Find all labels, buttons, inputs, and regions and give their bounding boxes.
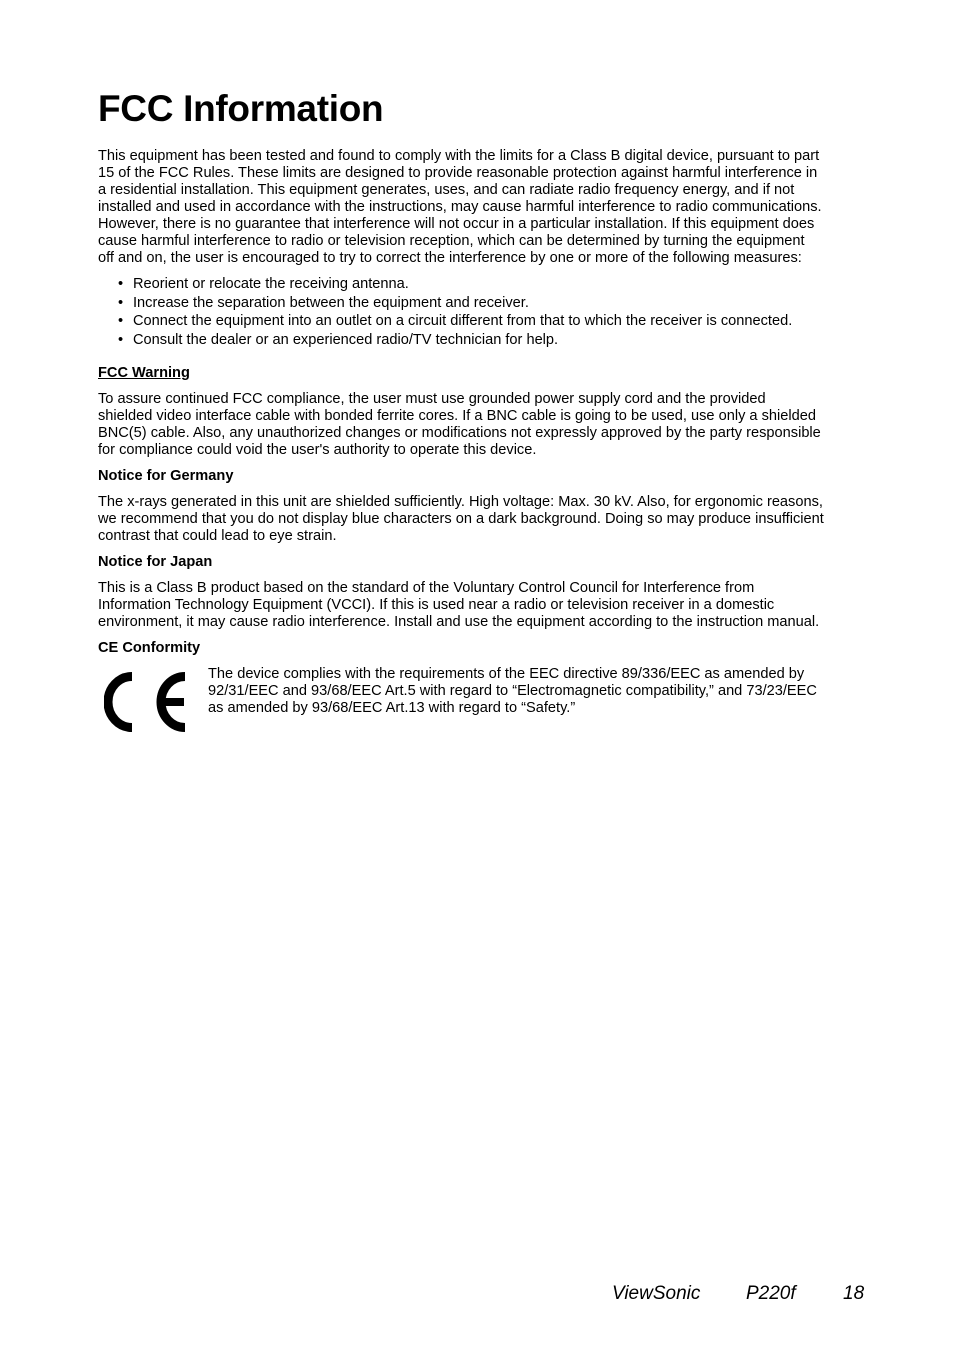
list-item-text: Reorient or relocate the receiving antenna. bbox=[133, 276, 409, 292]
fcc-warning-text: To assure continued FCC compliance, the user must use grounded power supply cord and the provided shielded video interface cable with bonded ferrite cores. If a BNC cable is going to be used, use only a shielded BNC(5) cable. Also, any unauthorized changes or modifications not expressly approved by the party responsible for compliance could void the user's authority to operate this device. bbox=[98, 390, 821, 458]
list-item bbox=[98, 332, 824, 349]
bullet-icon: • bbox=[118, 276, 124, 292]
germany-notice-heading: Notice for Germany bbox=[98, 467, 234, 484]
ce-conformity-block bbox=[98, 666, 824, 736]
fcc-warning-heading: FCC Warning bbox=[98, 364, 190, 381]
bullet-icon: • bbox=[118, 313, 124, 330]
page-footer bbox=[0, 1283, 954, 1305]
page-title: FCC Information bbox=[98, 88, 384, 129]
list-item bbox=[98, 313, 824, 330]
bullet-icon: • bbox=[118, 294, 124, 311]
list-item-text: Consult the dealer or an experienced radio/TV technician for help. bbox=[133, 331, 559, 348]
list-item-text: Increase the separation between the equipment and receiver. bbox=[133, 294, 529, 311]
page-number: 18 bbox=[843, 1283, 865, 1304]
ce-mark-icon bbox=[104, 672, 190, 732]
list-item bbox=[98, 295, 824, 312]
list-item-text: Connect the equipment into an outlet on a circuit different from that to which the receiver is connected. bbox=[133, 313, 793, 330]
content-body bbox=[98, 148, 824, 736]
japan-notice-text: This is a Class B product based on the standard of the Voluntary Control Council for Interference from Information Technology Equipment (VCCI). If this is used near a radio or television receiver in a domestic environment, it may cause radio interference. Install and use the equipment according to the instruction manual. bbox=[98, 579, 820, 630]
footer-model: P220f bbox=[746, 1283, 796, 1304]
ce-conformity-heading: CE Conformity bbox=[98, 639, 201, 656]
footer-brand: ViewSonic bbox=[612, 1283, 701, 1304]
ce-conformity-text: The device complies with the requirements of the EEC directive 89/336/EEC as amended by 92/31/EEC and 93/68/EEC Art.5 with regard to “Electromagnetic compatibility,” and 73/23/EEC as amended by 93/68/EEC Art.13 with regard to “Safety.” bbox=[208, 665, 817, 716]
list-item bbox=[98, 276, 824, 293]
germany-notice-text: The x-rays generated in this unit are shielded sufficiently. High voltage: Max. 30 kV. Also, for ergonomic reasons, we recommend that you do not display blue characters on a dark background. Doing so may produce insufficient contrast that could lead to eye strain. bbox=[98, 493, 824, 544]
bullet-icon: • bbox=[118, 331, 124, 348]
japan-notice-heading: Notice for Japan bbox=[98, 553, 213, 570]
intro-paragraph: This equipment has been tested and found to comply with the limits for a Class B digital device, pursuant to part 15 of the FCC Rules. These limits are designed to provide reasonable protection against harmful interference in a residential installation. This equipment generates, uses, and can radiate radio frequency energy, and if not installed and used in accordance with the instructions, may cause harmful interference to radio communications. However, there is no guarantee that interference will not occur in a particular installation. If this equipment does cause harmful interference to radio or television reception, which can be determined by turning the equipment off and on, the user is encouraged to try to correct the interference by one or more of the following measures: bbox=[98, 148, 822, 266]
measures-list bbox=[98, 276, 824, 349]
